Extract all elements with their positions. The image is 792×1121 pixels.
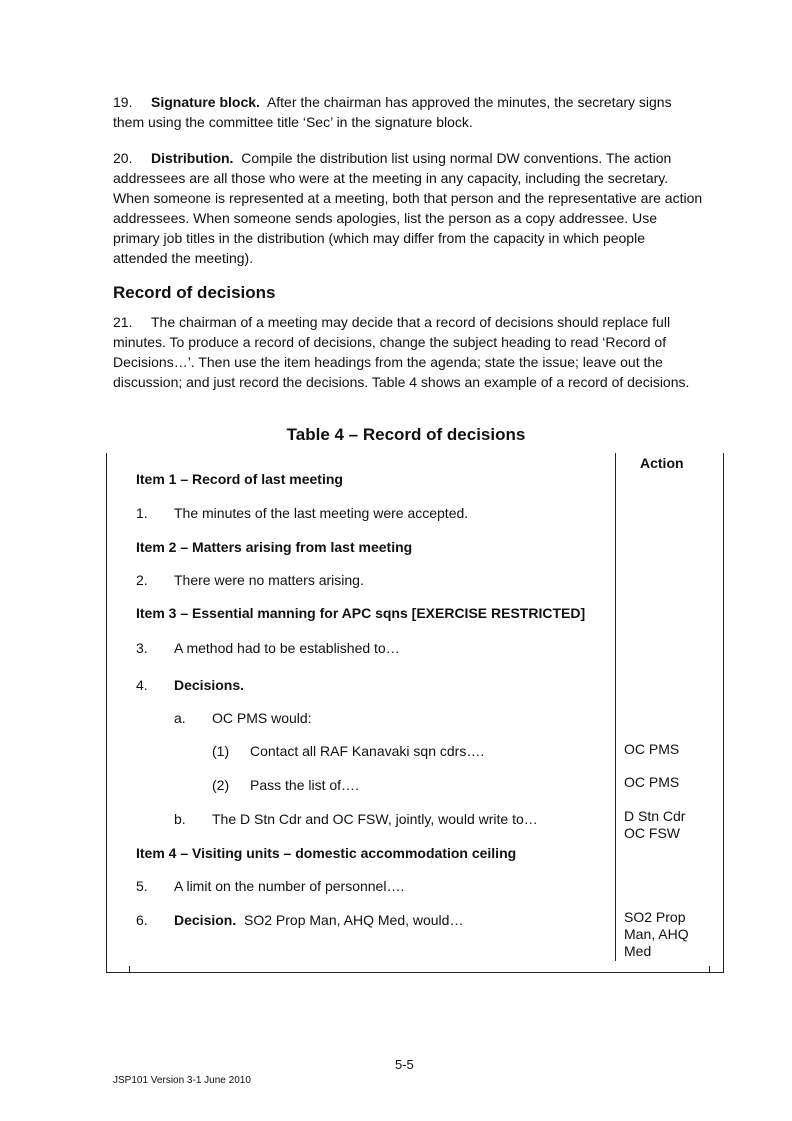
paragraph-number: 20.	[113, 150, 133, 166]
row-number: 5.	[136, 878, 148, 894]
table-right-border	[723, 453, 724, 973]
table-left-border	[106, 453, 107, 973]
row-number: 2.	[136, 572, 148, 588]
item-heading: Item 2 – Matters arising from last meeting	[136, 539, 413, 555]
table-title: Table 4 – Record of decisions	[286, 425, 526, 444]
sub-row-letter: a.	[174, 710, 186, 726]
action-cell: Man, AHQ	[624, 926, 689, 942]
row-number: 4.	[136, 677, 148, 693]
action-cell: D Stn Cdr	[624, 808, 686, 824]
table-column-divider	[615, 453, 616, 961]
row-number: 6.	[136, 912, 148, 928]
row-text: Decisions.	[174, 677, 245, 693]
paragraph-text: After the chairman has approved the minutes, the secretary signs them using the committee title ‘Sec’ in the signature block.	[113, 94, 672, 130]
paragraph-title: Signature block.	[151, 94, 260, 110]
section-heading: Record of decisions	[113, 283, 276, 302]
paragraph-number: 19.	[113, 94, 133, 110]
document-footer: JSP101 Version 3-1 June 2010	[113, 1075, 251, 1086]
paragraph-20	[113, 148, 703, 268]
paragraph-number: 21.	[113, 314, 133, 330]
sub-sub-row-text: Contact all RAF Kanavaki sqn cdrs….	[250, 743, 485, 759]
row-text	[174, 912, 463, 929]
action-cell: SO2 Prop	[624, 909, 686, 925]
sub-row-text: OC PMS would:	[212, 710, 312, 726]
row-text: There were no matters arising.	[174, 572, 364, 588]
row-text: A method had to be established to…	[174, 640, 400, 656]
page-number: 5-5	[395, 1057, 414, 1072]
row-text: A limit on the number of personnel….	[174, 878, 405, 894]
table-tick	[129, 966, 130, 972]
row-text-title: Decision.	[174, 912, 237, 928]
action-cell: OC PMS	[624, 741, 680, 757]
action-cell: OC PMS	[624, 774, 680, 790]
item-heading: Item 3 – Essential manning for APC sqns [EXERCISE RESTRICTED]	[136, 605, 586, 621]
paragraph-21	[113, 312, 703, 392]
paragraph-text: Compile the distribution list using normal DW conventions. The action addressees are all those who were at the meeting in any capacity, including the secretary. When someone is represented at a meeting, both that person and the representative are action addressees. When someone sends apologies, list the person as a copy addressee. Use primary job titles in the distribution (which may differ from the capacity in which people attended the meeting).	[113, 150, 703, 266]
item-heading: Item 4 – Visiting units – domestic accommodation ceiling	[136, 845, 517, 861]
paragraph-text: The chairman of a meeting may decide that a record of decisions should replace full minutes. To produce a record of decisions, change the subject heading to read ‘Record of Decisions…’. Then use the item headings from the agenda; state the issue; leave out the discussion; and just record the decisions. Table 4 shows an example of a record of decisions.	[113, 314, 690, 390]
row-text: The minutes of the last meeting were accepted.	[174, 505, 469, 521]
sub-row-text: The D Stn Cdr and OC FSW, jointly, would write to…	[212, 811, 538, 827]
table-tick	[709, 966, 710, 972]
sub-row-letter: b.	[174, 811, 186, 827]
table-bottom-border	[106, 972, 724, 973]
row-number: 3.	[136, 640, 148, 656]
action-cell: Med	[624, 943, 652, 959]
paragraph-title: Distribution.	[151, 150, 234, 166]
item-heading: Item 1 – Record of last meeting	[136, 471, 343, 487]
row-number: 1.	[136, 505, 148, 521]
action-column-header: Action	[640, 455, 684, 471]
paragraph-19	[113, 92, 703, 132]
sub-sub-row-text: Pass the list of….	[250, 777, 359, 793]
action-cell: OC FSW	[624, 825, 680, 841]
sub-sub-row-number: (1)	[212, 743, 230, 759]
row-text-body: SO2 Prop Man, AHQ Med, would…	[244, 912, 464, 928]
sub-sub-row-number: (2)	[212, 777, 230, 793]
